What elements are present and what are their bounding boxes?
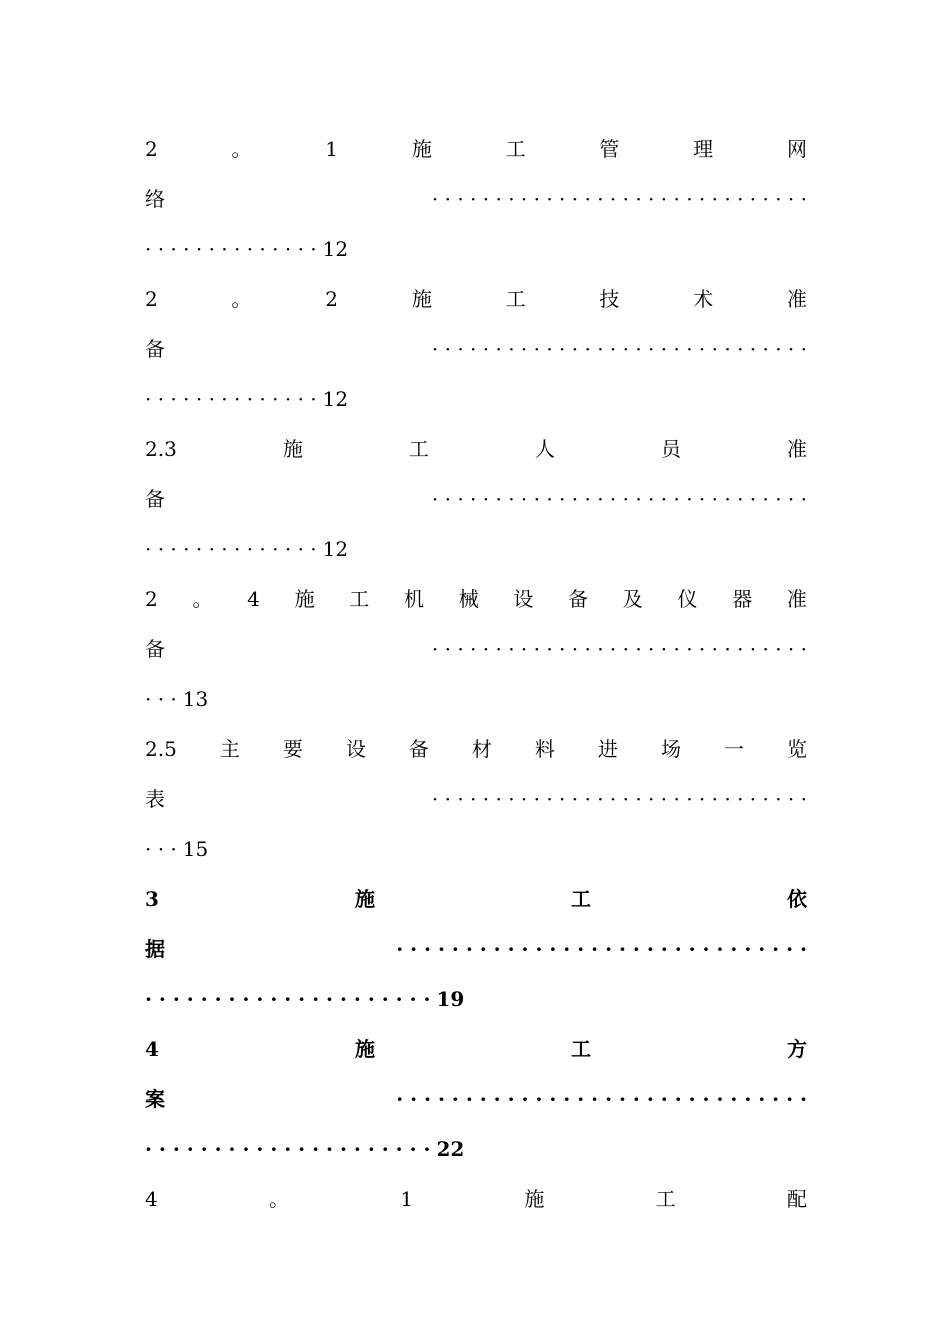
page-number: 15 (182, 837, 209, 861)
toc-title-fragment: 施 (354, 1037, 375, 1061)
toc-entry-leader-line (145, 624, 807, 674)
toc-entry-leader-line (145, 774, 807, 824)
toc-entry-page-line (145, 374, 807, 424)
toc-entry-title-line (145, 1174, 807, 1224)
toc-title-fragment: 。 (192, 587, 213, 611)
toc-entry-title-line (145, 874, 807, 924)
toc-title-fragment: 施 (411, 137, 432, 161)
dot-leader: · · · (145, 837, 177, 861)
toc-entry-leader-line (145, 1074, 807, 1124)
toc-title-fragment: 备 (408, 737, 429, 761)
toc-title-fragment: 准 (786, 587, 807, 611)
toc-title-fragment: 方 (786, 1037, 807, 1061)
toc-title-fragment: 施 (411, 287, 432, 311)
toc-title-fragment: 进 (597, 737, 618, 761)
toc-entry-leader-line (145, 174, 807, 224)
toc-title-fragment: 械 (458, 587, 479, 611)
toc-title-fragment: 备 (145, 337, 165, 361)
toc-title-fragment: 施 (282, 437, 303, 461)
toc-title-fragment: 仪 (677, 587, 698, 611)
dot-leader: · · · · · · · · · · · · · · (145, 387, 317, 411)
toc-title-fragment: 料 (534, 737, 555, 761)
toc-title-fragment: 一 (723, 737, 744, 761)
toc-title-fragment: 据 (145, 937, 165, 961)
dot-leader: · · · · · · · · · · · · · · · · · · · · · · · · · · · · · · (396, 937, 807, 961)
toc-entry[interactable] (145, 724, 807, 874)
toc-title-fragment: 2.5 (145, 737, 177, 761)
toc-title-fragment: 施 (524, 1187, 545, 1211)
page-number: 12 (322, 237, 349, 261)
toc-title-fragment: 备 (145, 637, 165, 661)
toc-title-fragment: 案 (145, 1087, 165, 1111)
page-number: 12 (322, 387, 349, 411)
dot-leader: · · · (145, 687, 177, 711)
toc-entry-page-line (145, 974, 807, 1024)
toc-title-fragment: 工 (349, 587, 370, 611)
toc-entry-leader-line (145, 924, 807, 974)
toc-title-fragment: 准 (786, 287, 807, 311)
toc-title-fragment: 工 (655, 1187, 676, 1211)
toc-entry[interactable] (145, 1024, 807, 1174)
dot-leader: · · · · · · · · · · · · · · · · · · · · · (145, 1137, 431, 1161)
toc-entry-page-line (145, 524, 807, 574)
toc-title-fragment: 机 (403, 587, 424, 611)
dot-leader: · · · · · · · · · · · · · · · · · · · · · · · · · · · · · · (431, 487, 807, 511)
table-of-contents (145, 124, 807, 1224)
toc-title-fragment: 配 (786, 1187, 807, 1211)
toc-entry-page-line (145, 824, 807, 874)
toc-entry-title-line (145, 124, 807, 174)
toc-entry[interactable] (145, 1174, 807, 1224)
dot-leader: · · · · · · · · · · · · · · · · · · · · · · · · · · · · · · (431, 187, 807, 211)
toc-title-fragment: 工 (408, 437, 429, 461)
toc-entry[interactable] (145, 574, 807, 724)
toc-title-fragment: 4 (145, 1037, 159, 1061)
toc-title-fragment: 技 (599, 287, 620, 311)
toc-entry-leader-line (145, 474, 807, 524)
toc-title-fragment: 工 (505, 287, 526, 311)
dot-leader: · · · · · · · · · · · · · · · · · · · · · · · · · · · · · · (431, 337, 807, 361)
toc-entry-title-line (145, 724, 807, 774)
toc-title-fragment: 施 (354, 887, 375, 911)
dot-leader: · · · · · · · · · · · · · · · · · · · · · · · · · · · · · · (431, 637, 807, 661)
toc-entry-leader-line (145, 324, 807, 374)
toc-title-fragment: 员 (660, 437, 681, 461)
toc-title-fragment: 1 (400, 1187, 414, 1211)
toc-title-fragment: 。 (231, 137, 252, 161)
dot-leader: · · · · · · · · · · · · · · (145, 537, 317, 561)
toc-title-fragment: 络 (145, 187, 165, 211)
toc-title-fragment: 。 (269, 1187, 290, 1211)
toc-title-fragment: 4 (247, 587, 260, 611)
toc-title-fragment: 及 (622, 587, 643, 611)
toc-entry[interactable] (145, 274, 807, 424)
toc-title-fragment: 依 (786, 887, 807, 911)
toc-title-fragment: 人 (534, 437, 555, 461)
toc-title-fragment: 设 (345, 737, 366, 761)
toc-entry-title-line (145, 1024, 807, 1074)
toc-entry-page-line (145, 224, 807, 274)
toc-title-fragment: 要 (282, 737, 303, 761)
dot-leader: · · · · · · · · · · · · · · · · · · · · · · · · · · · · · · (396, 1087, 807, 1111)
toc-entry-title-line (145, 424, 807, 474)
toc-title-fragment: 工 (570, 887, 591, 911)
toc-title-fragment: 备 (145, 487, 165, 511)
page-number: 12 (322, 537, 349, 561)
toc-title-fragment: 工 (505, 137, 526, 161)
toc-title-fragment: 2.3 (145, 437, 177, 461)
toc-title-fragment: 材 (471, 737, 492, 761)
toc-title-fragment: 表 (145, 787, 165, 811)
toc-title-fragment: 2 (325, 287, 339, 311)
page-number: 22 (436, 1137, 465, 1161)
toc-entry[interactable] (145, 874, 807, 1024)
toc-entry-page-line (145, 1124, 807, 1174)
dot-leader: · · · · · · · · · · · · · · · · · · · · · · · · · · · · · · (431, 787, 807, 811)
toc-entry-title-line (145, 274, 807, 324)
toc-title-fragment: 。 (231, 287, 252, 311)
toc-title-fragment: 场 (660, 737, 681, 761)
toc-title-fragment: 2 (145, 137, 158, 161)
toc-title-fragment: 4 (145, 1187, 158, 1211)
toc-title-fragment: 设 (513, 587, 534, 611)
dot-leader: · · · · · · · · · · · · · · · · · · · · · (145, 987, 431, 1011)
toc-title-fragment: 工 (570, 1037, 591, 1061)
toc-title-fragment: 术 (693, 287, 714, 311)
toc-title-fragment: 2 (145, 287, 158, 311)
toc-entry-title-line (145, 574, 807, 624)
toc-title-fragment: 管 (599, 137, 620, 161)
toc-title-fragment: 览 (786, 737, 807, 761)
toc-title-fragment: 准 (786, 437, 807, 461)
toc-title-fragment: 3 (145, 887, 159, 911)
toc-title-fragment: 理 (693, 137, 714, 161)
toc-title-fragment: 1 (325, 137, 339, 161)
dot-leader: · · · · · · · · · · · · · · (145, 237, 317, 261)
page-number: 13 (182, 687, 209, 711)
page-number: 19 (436, 987, 465, 1011)
toc-entry[interactable] (145, 124, 807, 274)
toc-title-fragment: 网 (786, 137, 807, 161)
toc-entry[interactable] (145, 424, 807, 574)
toc-title-fragment: 2 (145, 587, 158, 611)
toc-title-fragment: 器 (732, 587, 753, 611)
toc-title-fragment: 备 (568, 587, 589, 611)
toc-title-fragment: 主 (219, 737, 240, 761)
toc-title-fragment: 施 (294, 587, 315, 611)
toc-entry-page-line (145, 674, 807, 724)
